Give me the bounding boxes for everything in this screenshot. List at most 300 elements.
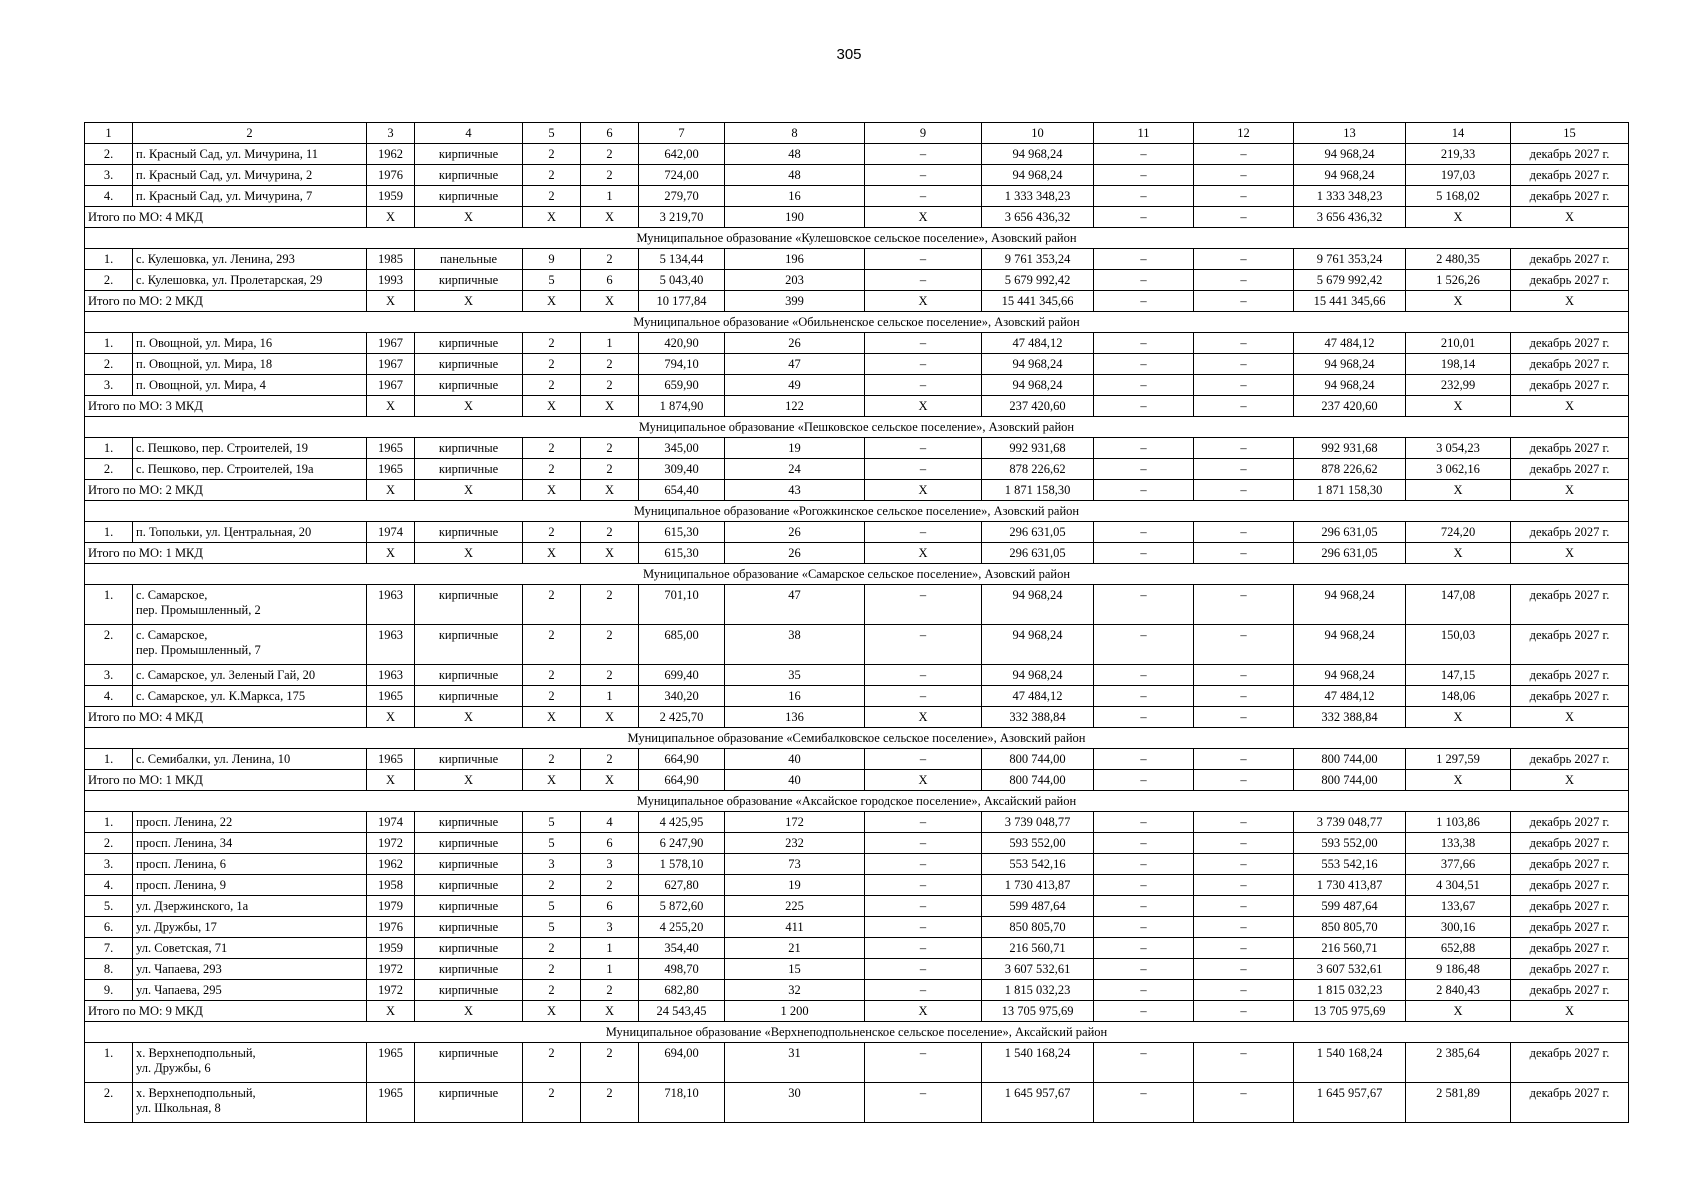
row-number: 1. bbox=[85, 333, 133, 354]
row-number: 7. bbox=[85, 938, 133, 959]
table-cell: 1965 bbox=[367, 686, 415, 707]
total-cell: – bbox=[1194, 543, 1294, 564]
table-cell: 627,80 bbox=[639, 875, 725, 896]
total-cell: 15 441 345,66 bbox=[1294, 291, 1406, 312]
table-cell: 47 484,12 bbox=[1294, 686, 1406, 707]
table-cell: кирпичные bbox=[415, 354, 523, 375]
table-cell: 225 bbox=[725, 896, 865, 917]
table-cell: кирпичные bbox=[415, 833, 523, 854]
table-row bbox=[85, 938, 1629, 959]
table-cell: 172 bbox=[725, 812, 865, 833]
table-cell: 47 bbox=[725, 585, 865, 625]
table-cell: 1962 bbox=[367, 144, 415, 165]
table-cell: – bbox=[1094, 938, 1194, 959]
table-cell: 659,90 bbox=[639, 375, 725, 396]
row-number: 1. bbox=[85, 438, 133, 459]
total-label: Итого по МО: 4 МКД bbox=[85, 207, 367, 228]
column-number-cell: 5 bbox=[523, 123, 581, 144]
table-cell: – bbox=[1094, 375, 1194, 396]
table-cell: 2 bbox=[523, 980, 581, 1001]
total-cell: X bbox=[581, 207, 639, 228]
table-cell: 32 bbox=[725, 980, 865, 1001]
table-cell: 133,67 bbox=[1406, 896, 1511, 917]
table-cell: 1965 bbox=[367, 1083, 415, 1123]
table-cell: – bbox=[1194, 686, 1294, 707]
table-cell: 2 bbox=[523, 1083, 581, 1123]
total-cell: X bbox=[523, 707, 581, 728]
table-cell: – bbox=[1194, 625, 1294, 665]
table-cell: 2 bbox=[581, 144, 639, 165]
table-cell: – bbox=[1194, 1043, 1294, 1083]
table-cell: декабрь 2027 г. bbox=[1511, 833, 1629, 854]
table-cell: 47 bbox=[725, 354, 865, 375]
table-cell: – bbox=[1194, 354, 1294, 375]
total-cell: 1 871 158,30 bbox=[1294, 480, 1406, 501]
table-row bbox=[85, 270, 1629, 291]
table-cell: 1 526,26 bbox=[1406, 270, 1511, 291]
total-cell: X bbox=[415, 291, 523, 312]
row-number: 3. bbox=[85, 375, 133, 396]
total-cell: X bbox=[523, 1001, 581, 1022]
row-number: 6. bbox=[85, 917, 133, 938]
page-number: 305 bbox=[836, 46, 862, 63]
total-cell: 13 705 975,69 bbox=[1294, 1001, 1406, 1022]
total-cell: 3 219,70 bbox=[639, 207, 725, 228]
table-cell: – bbox=[865, 438, 982, 459]
row-number: 4. bbox=[85, 186, 133, 207]
table-row bbox=[85, 186, 1629, 207]
table-row bbox=[85, 896, 1629, 917]
table-cell: 1965 bbox=[367, 438, 415, 459]
table-cell: 2 bbox=[523, 625, 581, 665]
row-number: 8. bbox=[85, 959, 133, 980]
table-cell: – bbox=[865, 917, 982, 938]
table-cell: – bbox=[1194, 854, 1294, 875]
row-number: 2. bbox=[85, 459, 133, 480]
total-cell: – bbox=[1194, 207, 1294, 228]
table-cell: 133,38 bbox=[1406, 833, 1511, 854]
row-number: 3. bbox=[85, 854, 133, 875]
total-cell: X bbox=[1511, 480, 1629, 501]
table-cell: 47 484,12 bbox=[982, 686, 1094, 707]
total-row bbox=[85, 1001, 1629, 1022]
table-cell: 38 bbox=[725, 625, 865, 665]
column-number-row bbox=[85, 123, 1629, 144]
table-cell: 2 bbox=[581, 522, 639, 543]
table-cell: – bbox=[1094, 686, 1194, 707]
total-row bbox=[85, 480, 1629, 501]
table-row bbox=[85, 625, 1629, 665]
table-cell: декабрь 2027 г. bbox=[1511, 665, 1629, 686]
table-cell: кирпичные bbox=[415, 896, 523, 917]
total-cell: 24 543,45 bbox=[639, 1001, 725, 1022]
table-row bbox=[85, 665, 1629, 686]
table-cell: 1965 bbox=[367, 1043, 415, 1083]
column-number-cell: 3 bbox=[367, 123, 415, 144]
table-cell: 1 815 032,23 bbox=[982, 980, 1094, 1001]
table-cell: – bbox=[1094, 144, 1194, 165]
row-number: 3. bbox=[85, 665, 133, 686]
table-cell: 2 bbox=[581, 749, 639, 770]
total-cell: 10 177,84 bbox=[639, 291, 725, 312]
table-cell: 24 bbox=[725, 459, 865, 480]
table-cell: 2 bbox=[523, 585, 581, 625]
total-label: Итого по МО: 4 МКД bbox=[85, 707, 367, 728]
address-cell: с. Самарское, пер. Промышленный, 2 bbox=[133, 585, 367, 625]
table-cell: – bbox=[865, 625, 982, 665]
table-cell: 1959 bbox=[367, 186, 415, 207]
table-cell: 2 bbox=[523, 522, 581, 543]
table-cell: 1963 bbox=[367, 585, 415, 625]
table-cell: 309,40 bbox=[639, 459, 725, 480]
table-cell: 2 480,35 bbox=[1406, 249, 1511, 270]
total-cell: – bbox=[1094, 291, 1194, 312]
table-cell: – bbox=[1194, 833, 1294, 854]
table-cell: 2 bbox=[523, 665, 581, 686]
total-cell: X bbox=[865, 770, 982, 791]
table-cell: 94 968,24 bbox=[982, 144, 1094, 165]
table-cell: 2 840,43 bbox=[1406, 980, 1511, 1001]
table-cell: 94 968,24 bbox=[1294, 585, 1406, 625]
table-row bbox=[85, 959, 1629, 980]
table-row bbox=[85, 749, 1629, 770]
section-header-row bbox=[85, 1022, 1629, 1043]
table-cell: 9 186,48 bbox=[1406, 959, 1511, 980]
table-cell: 94 968,24 bbox=[1294, 375, 1406, 396]
total-cell: X bbox=[1406, 770, 1511, 791]
table-cell: 232,99 bbox=[1406, 375, 1511, 396]
table-cell: 300,16 bbox=[1406, 917, 1511, 938]
table-cell: 2 bbox=[523, 144, 581, 165]
table-cell: 699,40 bbox=[639, 665, 725, 686]
table-cell: 48 bbox=[725, 144, 865, 165]
table-cell: декабрь 2027 г. bbox=[1511, 522, 1629, 543]
table-cell: 3 607 532,61 bbox=[1294, 959, 1406, 980]
table-cell: 2 bbox=[523, 875, 581, 896]
table-row bbox=[85, 354, 1629, 375]
address-cell: с. Пешково, пер. Строителей, 19 bbox=[133, 438, 367, 459]
total-cell: – bbox=[1094, 707, 1194, 728]
table-cell: 377,66 bbox=[1406, 854, 1511, 875]
column-number-cell: 8 bbox=[725, 123, 865, 144]
table-cell: декабрь 2027 г. bbox=[1511, 896, 1629, 917]
table-cell: 94 968,24 bbox=[1294, 625, 1406, 665]
row-number: 2. bbox=[85, 625, 133, 665]
total-cell: 654,40 bbox=[639, 480, 725, 501]
table-cell: – bbox=[865, 896, 982, 917]
table-cell: 2 bbox=[581, 1083, 639, 1123]
table-cell: – bbox=[865, 585, 982, 625]
housing-table bbox=[84, 122, 1629, 1123]
table-cell: кирпичные bbox=[415, 665, 523, 686]
column-number-cell: 13 bbox=[1294, 123, 1406, 144]
table-cell: – bbox=[1194, 1083, 1294, 1123]
table-cell: 2 bbox=[523, 375, 581, 396]
table-cell: 5 679 992,42 bbox=[982, 270, 1094, 291]
table-cell: 2 bbox=[581, 585, 639, 625]
table-cell: – bbox=[1194, 165, 1294, 186]
column-number-cell: 11 bbox=[1094, 123, 1194, 144]
address-cell: просп. Ленина, 22 bbox=[133, 812, 367, 833]
total-cell: X bbox=[1406, 707, 1511, 728]
table-cell: 345,00 bbox=[639, 438, 725, 459]
total-cell: X bbox=[581, 543, 639, 564]
table-cell: – bbox=[1094, 854, 1194, 875]
table-cell: – bbox=[865, 354, 982, 375]
total-cell: X bbox=[1406, 543, 1511, 564]
column-number-cell: 4 bbox=[415, 123, 523, 144]
row-number: 2. bbox=[85, 144, 133, 165]
total-cell: X bbox=[865, 1001, 982, 1022]
total-cell: X bbox=[415, 1001, 523, 1022]
address-cell: с. Кулешовка, ул. Ленина, 293 bbox=[133, 249, 367, 270]
total-cell: 332 388,84 bbox=[982, 707, 1094, 728]
total-cell: 800 744,00 bbox=[982, 770, 1094, 791]
table-cell: – bbox=[1194, 959, 1294, 980]
total-cell: X bbox=[415, 543, 523, 564]
table-cell: декабрь 2027 г. bbox=[1511, 686, 1629, 707]
table-cell: декабрь 2027 г. bbox=[1511, 333, 1629, 354]
total-cell: 615,30 bbox=[639, 543, 725, 564]
section-title: Муниципальное образование «Аксайское городское поселение», Аксайский район bbox=[85, 791, 1629, 812]
row-number: 1. bbox=[85, 249, 133, 270]
table-cell: 210,01 bbox=[1406, 333, 1511, 354]
table-cell: – bbox=[865, 1043, 982, 1083]
total-cell: X bbox=[523, 207, 581, 228]
table-cell: 1974 bbox=[367, 812, 415, 833]
table-cell: – bbox=[1194, 270, 1294, 291]
row-number: 9. bbox=[85, 980, 133, 1001]
table-row bbox=[85, 686, 1629, 707]
table-cell: 1967 bbox=[367, 354, 415, 375]
table-cell: 94 968,24 bbox=[1294, 665, 1406, 686]
row-number: 2. bbox=[85, 354, 133, 375]
address-cell: просп. Ленина, 9 bbox=[133, 875, 367, 896]
row-number: 1. bbox=[85, 1043, 133, 1083]
table-cell: кирпичные bbox=[415, 186, 523, 207]
table-cell: 2 bbox=[581, 980, 639, 1001]
table-cell: – bbox=[865, 686, 982, 707]
table-cell: 724,00 bbox=[639, 165, 725, 186]
total-cell: – bbox=[1194, 1001, 1294, 1022]
table-cell: 615,30 bbox=[639, 522, 725, 543]
table-cell: декабрь 2027 г. bbox=[1511, 249, 1629, 270]
table-cell: 1963 bbox=[367, 625, 415, 665]
table-cell: 553 542,16 bbox=[1294, 854, 1406, 875]
table-cell: кирпичные bbox=[415, 333, 523, 354]
total-cell: X bbox=[865, 480, 982, 501]
table-cell: 1962 bbox=[367, 854, 415, 875]
row-number: 2. bbox=[85, 1083, 133, 1123]
total-cell: – bbox=[1194, 707, 1294, 728]
address-cell: просп. Ленина, 6 bbox=[133, 854, 367, 875]
total-cell: 13 705 975,69 bbox=[982, 1001, 1094, 1022]
section-title: Муниципальное образование «Самарское сельское поселение», Азовский район bbox=[85, 564, 1629, 585]
address-cell: п. Овощной, ул. Мира, 16 bbox=[133, 333, 367, 354]
table-cell: 2 bbox=[581, 625, 639, 665]
address-cell: ул. Дружбы, 17 bbox=[133, 917, 367, 938]
row-number: 1. bbox=[85, 812, 133, 833]
table-cell: декабрь 2027 г. bbox=[1511, 938, 1629, 959]
table-cell: 2 bbox=[523, 686, 581, 707]
table-cell: – bbox=[1094, 459, 1194, 480]
total-cell: – bbox=[1094, 1001, 1194, 1022]
section-header-row bbox=[85, 417, 1629, 438]
table-cell: 1 103,86 bbox=[1406, 812, 1511, 833]
total-cell: X bbox=[367, 770, 415, 791]
table-cell: декабрь 2027 г. bbox=[1511, 144, 1629, 165]
table-cell: кирпичные bbox=[415, 938, 523, 959]
total-label: Итого по МО: 2 МКД bbox=[85, 480, 367, 501]
table-cell: кирпичные bbox=[415, 585, 523, 625]
table-cell: 593 552,00 bbox=[1294, 833, 1406, 854]
total-cell: X bbox=[523, 770, 581, 791]
table-cell: 3 607 532,61 bbox=[982, 959, 1094, 980]
table-cell: – bbox=[1194, 438, 1294, 459]
table-cell: декабрь 2027 г. bbox=[1511, 354, 1629, 375]
table-cell: 850 805,70 bbox=[1294, 917, 1406, 938]
table-cell: 296 631,05 bbox=[1294, 522, 1406, 543]
total-cell: X bbox=[523, 480, 581, 501]
table-cell: 198,14 bbox=[1406, 354, 1511, 375]
total-cell: 3 656 436,32 bbox=[982, 207, 1094, 228]
row-number: 4. bbox=[85, 686, 133, 707]
table-cell: 794,10 bbox=[639, 354, 725, 375]
address-cell: ул. Советская, 71 bbox=[133, 938, 367, 959]
total-cell: X bbox=[1406, 207, 1511, 228]
table-cell: – bbox=[1094, 438, 1194, 459]
table-cell: 2 bbox=[581, 665, 639, 686]
table-cell: 599 487,64 bbox=[1294, 896, 1406, 917]
table-cell: кирпичные bbox=[415, 1043, 523, 1083]
total-cell: X bbox=[1511, 770, 1629, 791]
table-cell: 21 bbox=[725, 938, 865, 959]
table-row bbox=[85, 249, 1629, 270]
table-cell: – bbox=[865, 333, 982, 354]
address-cell: с. Кулешовка, ул. Пролетарская, 29 bbox=[133, 270, 367, 291]
table-cell: – bbox=[1094, 812, 1194, 833]
row-number: 3. bbox=[85, 165, 133, 186]
table-cell: – bbox=[1094, 833, 1194, 854]
table-row bbox=[85, 833, 1629, 854]
table-cell: кирпичные bbox=[415, 812, 523, 833]
table-cell: 9 761 353,24 bbox=[1294, 249, 1406, 270]
section-title: Муниципальное образование «Верхнеподпольненское сельское поселение», Аксайский район bbox=[85, 1022, 1629, 1043]
table-cell: 992 931,68 bbox=[982, 438, 1094, 459]
table-cell: декабрь 2027 г. bbox=[1511, 917, 1629, 938]
total-cell: X bbox=[865, 543, 982, 564]
total-row bbox=[85, 543, 1629, 564]
table-cell: 1965 bbox=[367, 749, 415, 770]
table-cell: – bbox=[1094, 522, 1194, 543]
table-cell: декабрь 2027 г. bbox=[1511, 438, 1629, 459]
total-cell: X bbox=[581, 396, 639, 417]
row-number: 4. bbox=[85, 875, 133, 896]
table-cell: 30 bbox=[725, 1083, 865, 1123]
table-cell: 6 bbox=[581, 833, 639, 854]
table-cell: 2 bbox=[523, 354, 581, 375]
table-cell: 31 bbox=[725, 1043, 865, 1083]
total-cell: X bbox=[581, 480, 639, 501]
table-cell: декабрь 2027 г. bbox=[1511, 1043, 1629, 1083]
total-row bbox=[85, 396, 1629, 417]
table-cell: 1965 bbox=[367, 459, 415, 480]
table-cell: 26 bbox=[725, 522, 865, 543]
table-row bbox=[85, 459, 1629, 480]
table-cell: 1 645 957,67 bbox=[982, 1083, 1094, 1123]
address-cell: х. Верхнеподпольный, ул. Дружбы, 6 bbox=[133, 1043, 367, 1083]
table-cell: 5 bbox=[523, 270, 581, 291]
table-cell: 3 062,16 bbox=[1406, 459, 1511, 480]
table-cell: 5 bbox=[523, 896, 581, 917]
table-cell: – bbox=[1094, 896, 1194, 917]
column-number-cell: 9 bbox=[865, 123, 982, 144]
table-cell: 718,10 bbox=[639, 1083, 725, 1123]
table-cell: – bbox=[865, 812, 982, 833]
table-row bbox=[85, 333, 1629, 354]
table-cell: 3 bbox=[523, 854, 581, 875]
total-cell: X bbox=[367, 707, 415, 728]
table-cell: 724,20 bbox=[1406, 522, 1511, 543]
table-cell: 148,06 bbox=[1406, 686, 1511, 707]
table-cell: 2 bbox=[581, 249, 639, 270]
address-cell: с. Самарское, ул. Зеленый Гай, 20 bbox=[133, 665, 367, 686]
table-cell: – bbox=[1194, 522, 1294, 543]
total-cell: X bbox=[523, 396, 581, 417]
table-cell: 1974 bbox=[367, 522, 415, 543]
section-header-row bbox=[85, 228, 1629, 249]
table-cell: 47 484,12 bbox=[1294, 333, 1406, 354]
total-cell: 2 425,70 bbox=[639, 707, 725, 728]
table-cell: 800 744,00 bbox=[1294, 749, 1406, 770]
table-cell: 4 bbox=[581, 812, 639, 833]
total-cell: 1 200 bbox=[725, 1001, 865, 1022]
total-cell: X bbox=[1511, 207, 1629, 228]
total-cell: 43 bbox=[725, 480, 865, 501]
table-cell: 1 645 957,67 bbox=[1294, 1083, 1406, 1123]
total-cell: 3 656 436,32 bbox=[1294, 207, 1406, 228]
table-cell: 19 bbox=[725, 438, 865, 459]
table-cell: 1972 bbox=[367, 959, 415, 980]
table-cell: 2 bbox=[523, 1043, 581, 1083]
row-number: 5. bbox=[85, 896, 133, 917]
table-row bbox=[85, 1083, 1629, 1123]
table-cell: 1963 bbox=[367, 665, 415, 686]
table-cell: 3 739 048,77 bbox=[982, 812, 1094, 833]
total-cell: X bbox=[1406, 396, 1511, 417]
table-cell: 1 540 168,24 bbox=[1294, 1043, 1406, 1083]
table-cell: кирпичные bbox=[415, 144, 523, 165]
table-cell: 1 bbox=[581, 186, 639, 207]
table-row bbox=[85, 980, 1629, 1001]
table-cell: – bbox=[1094, 186, 1194, 207]
total-row bbox=[85, 770, 1629, 791]
address-cell: с. Пешково, пер. Строителей, 19а bbox=[133, 459, 367, 480]
total-cell: 190 bbox=[725, 207, 865, 228]
table-cell: 642,00 bbox=[639, 144, 725, 165]
table-cell: 147,15 bbox=[1406, 665, 1511, 686]
total-cell: 800 744,00 bbox=[1294, 770, 1406, 791]
address-cell: п. Красный Сад, ул. Мичурина, 11 bbox=[133, 144, 367, 165]
row-number: 2. bbox=[85, 270, 133, 291]
table-cell: 5 bbox=[523, 833, 581, 854]
section-title: Муниципальное образование «Обильненское сельское поселение», Азовский район bbox=[85, 312, 1629, 333]
table-cell: 6 247,90 bbox=[639, 833, 725, 854]
table-cell: 2 bbox=[523, 459, 581, 480]
total-cell: 332 388,84 bbox=[1294, 707, 1406, 728]
table-cell: – bbox=[865, 1083, 982, 1123]
total-cell: X bbox=[1511, 543, 1629, 564]
